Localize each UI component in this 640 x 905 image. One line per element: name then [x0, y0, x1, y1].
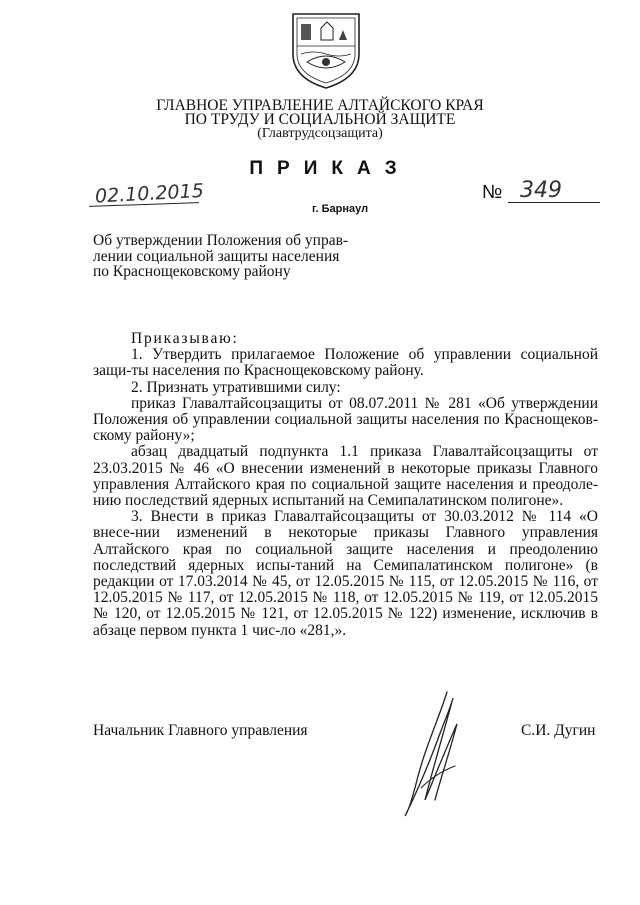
- paragraph-2: 2. Признать утратившими силу:: [131, 378, 341, 396]
- org-name-line2: ПО ТРУДУ И СОЦИАЛЬНОЙ ЗАЩИТЕ: [184, 111, 456, 128]
- subject-line: Об утверждении Положения об управ-: [93, 232, 349, 249]
- paragraph-2b: абзац двадцатый подпункта 1.1 приказа Главалтайсоцзащиты от 23.03.2015 № 46 «О внесении изменений в некоторые приказы Главного управления Алтайского края по социальной защите населения и преодоле-нию последствий ядерных испытаний на Семипалатинском полигоне».: [93, 443, 598, 510]
- document-number: 349: [520, 178, 562, 203]
- document-date: 02.10.2015: [94, 179, 205, 208]
- number-underline: [508, 202, 600, 203]
- document-title: ПРИКАЗ: [249, 158, 411, 179]
- document-city: г. Барнаул: [312, 203, 369, 215]
- org-name-line1: ГЛАВНОЕ УПРАВЛЕНИЕ АЛТАЙСКОГО КРАЯ: [156, 97, 484, 114]
- subject-line: лении социальной защиты населения: [93, 247, 340, 265]
- signature-name: С.И. Дугин: [521, 722, 596, 739]
- coat-of-arms-emblem: [287, 10, 365, 90]
- paragraph-3: 3. Внести в приказ Главалтайсоцзащиты от 30.03.2012 № 114 «О внесе-нии изменений в некоторые приказы Главного управления Алтайского края по социальной защите населения и преодолению последствий ядерных испы-таний на Семипалатинском полигоне» (в редакции от 17.03.2014 № 45, от 12.05.2015 № 115, от 12.05.2015 № 116, от 12.05.2015 № 117, от 12.05.2015 № 118, от 12.05.2015 № 119, от 12.05.2015 № 120, от 12.05.2015 № 121, от 12.05.2015 № 122) изменение, исключив в абзаце первом пункта 1 чис-ло «281,».: [93, 508, 598, 639]
- paragraph-2a: приказ Главалтайсоцзащиты от 08.07.2011 № 281 «Об утверждении Положения об управлении социальной защиты населения по Краснощеков-скому району»;: [93, 394, 598, 445]
- document-body: [93, 331, 598, 639]
- handwritten-signature: [395, 688, 475, 818]
- number-label: №: [482, 182, 503, 203]
- paragraph-1: 1. Утвердить прилагаемое Положение об управлении социальной защи-ты населения по Краснощековскому району.: [93, 346, 598, 380]
- document-subject: [93, 233, 348, 280]
- order-word: Приказываю:: [131, 330, 239, 347]
- subject-line: по Краснощековскому району: [93, 263, 291, 280]
- org-short-name: (Главтрудсоцзащита): [257, 126, 383, 141]
- signature-position: Начальник Главного управления: [93, 722, 308, 739]
